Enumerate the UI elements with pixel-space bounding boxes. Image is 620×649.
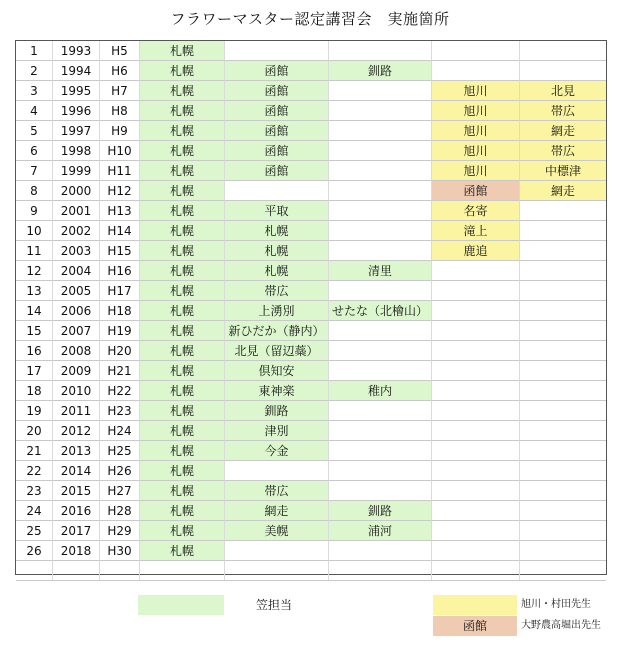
cell-venue-3	[329, 141, 432, 161]
cell-index: 8	[16, 181, 53, 201]
cell-venue-3: 清里	[329, 261, 432, 281]
cell-venue-2: 津別	[225, 421, 329, 441]
cell-venue-3	[329, 461, 432, 481]
cell-venue-3	[329, 281, 432, 301]
cell-index: 26	[16, 541, 53, 561]
cell-index: 6	[16, 141, 53, 161]
cell-venue-5	[520, 61, 606, 81]
cell-era: H7	[100, 81, 140, 101]
cell-venue-5	[520, 241, 606, 261]
cell-venue-1: 札幌	[140, 501, 225, 521]
legend-orange-swatch: 函館	[433, 616, 517, 636]
cell-venue-2: 函館	[225, 81, 329, 101]
cell-venue-1: 札幌	[140, 141, 225, 161]
cell-venue-1: 札幌	[140, 521, 225, 541]
cell-venue-2	[225, 181, 329, 201]
cell-year: 2008	[53, 341, 100, 361]
cell-venue-2: 函館	[225, 161, 329, 181]
cell-venue-4: 旭川	[432, 161, 520, 181]
cell-era: H10	[100, 141, 140, 161]
cell-era: H12	[100, 181, 140, 201]
schedule-table	[15, 40, 607, 575]
cell-venue-2	[225, 541, 329, 561]
cell-venue-3	[329, 561, 432, 581]
cell-era: H20	[100, 341, 140, 361]
cell-venue-4: 滝上	[432, 221, 520, 241]
cell-venue-2: 今金	[225, 441, 329, 461]
cell-venue-5	[520, 501, 606, 521]
cell-venue-4	[432, 261, 520, 281]
cell-year: 2013	[53, 441, 100, 461]
cell-venue-4: 鹿追	[432, 241, 520, 261]
cell-venue-5	[520, 341, 606, 361]
cell-era: H23	[100, 401, 140, 421]
cell-era: H9	[100, 121, 140, 141]
cell-venue-5	[520, 321, 606, 341]
cell-year: 2001	[53, 201, 100, 221]
cell-venue-5	[520, 201, 606, 221]
cell-venue-5	[520, 481, 606, 501]
cell-year: 1998	[53, 141, 100, 161]
cell-index: 24	[16, 501, 53, 521]
cell-venue-5	[520, 541, 606, 561]
cell-venue-4: 名寄	[432, 201, 520, 221]
cell-venue-5	[520, 41, 606, 61]
cell-venue-4	[432, 521, 520, 541]
cell-venue-5	[520, 361, 606, 381]
cell-venue-5: 帯広	[520, 141, 606, 161]
cell-venue-1: 札幌	[140, 221, 225, 241]
cell-venue-1: 札幌	[140, 81, 225, 101]
cell-venue-3	[329, 421, 432, 441]
cell-venue-2: 函館	[225, 61, 329, 81]
legend-green-label: 笠担当	[256, 598, 293, 612]
cell-venue-3	[329, 241, 432, 261]
cell-venue-1: 札幌	[140, 541, 225, 561]
cell-venue-1: 札幌	[140, 261, 225, 281]
cell-venue-5: 網走	[520, 121, 606, 141]
cell-index: 25	[16, 521, 53, 541]
cell-venue-2: 美幌	[225, 521, 329, 541]
cell-venue-2	[225, 461, 329, 481]
cell-venue-2	[225, 561, 329, 581]
cell-venue-2: 北見（留辺蘂）	[225, 341, 329, 361]
cell-index: 12	[16, 261, 53, 281]
cell-index: 3	[16, 81, 53, 101]
cell-venue-4	[432, 461, 520, 481]
cell-venue-1: 札幌	[140, 101, 225, 121]
cell-year: 2010	[53, 381, 100, 401]
cell-venue-2: 倶知安	[225, 361, 329, 381]
cell-venue-1: 札幌	[140, 181, 225, 201]
cell-index: 18	[16, 381, 53, 401]
cell-venue-2: 函館	[225, 141, 329, 161]
cell-venue-4: 函館	[432, 181, 520, 201]
cell-venue-5	[520, 221, 606, 241]
cell-venue-3	[329, 321, 432, 341]
cell-venue-1: 札幌	[140, 41, 225, 61]
cell-venue-4	[432, 381, 520, 401]
cell-venue-5	[520, 521, 606, 541]
cell-venue-1: 札幌	[140, 441, 225, 461]
cell-index: 20	[16, 421, 53, 441]
cell-index: 22	[16, 461, 53, 481]
cell-era: H14	[100, 221, 140, 241]
cell-venue-3	[329, 81, 432, 101]
cell-venue-1: 札幌	[140, 121, 225, 141]
cell-year: 2004	[53, 261, 100, 281]
cell-era: H21	[100, 361, 140, 381]
cell-venue-4	[432, 41, 520, 61]
cell-era: H18	[100, 301, 140, 321]
cell-venue-4: 旭川	[432, 101, 520, 121]
cell-venue-5	[520, 301, 606, 321]
cell-index: 21	[16, 441, 53, 461]
cell-year: 2002	[53, 221, 100, 241]
cell-year	[53, 561, 100, 581]
cell-venue-2: 帯広	[225, 481, 329, 501]
cell-year: 1995	[53, 81, 100, 101]
cell-era: H24	[100, 421, 140, 441]
cell-year: 2003	[53, 241, 100, 261]
cell-venue-2: 札幌	[225, 221, 329, 241]
cell-venue-2: 札幌	[225, 241, 329, 261]
cell-venue-1: 札幌	[140, 401, 225, 421]
cell-year: 2017	[53, 521, 100, 541]
cell-year: 2014	[53, 461, 100, 481]
cell-venue-5: 北見	[520, 81, 606, 101]
cell-venue-1: 札幌	[140, 321, 225, 341]
cell-venue-3: 釧路	[329, 501, 432, 521]
legend-orange-label: 大野農高堀出先生	[521, 620, 601, 631]
cell-year: 2015	[53, 481, 100, 501]
cell-venue-3	[329, 341, 432, 361]
cell-index: 9	[16, 201, 53, 221]
cell-venue-1: 札幌	[140, 61, 225, 81]
cell-venue-4	[432, 341, 520, 361]
cell-venue-2: 網走	[225, 501, 329, 521]
cell-year: 2011	[53, 401, 100, 421]
cell-index: 13	[16, 281, 53, 301]
legend-yellow-swatch	[433, 595, 517, 615]
cell-venue-1: 札幌	[140, 201, 225, 221]
cell-venue-5	[520, 401, 606, 421]
cell-index: 19	[16, 401, 53, 421]
cell-year: 2016	[53, 501, 100, 521]
cell-venue-1: 札幌	[140, 381, 225, 401]
cell-venue-3	[329, 181, 432, 201]
cell-venue-3	[329, 41, 432, 61]
cell-index: 5	[16, 121, 53, 141]
cell-index: 15	[16, 321, 53, 341]
legend-green-swatch	[138, 595, 224, 615]
cell-era: H30	[100, 541, 140, 561]
cell-year: 1997	[53, 121, 100, 141]
cell-venue-3	[329, 401, 432, 421]
cell-year: 2009	[53, 361, 100, 381]
cell-venue-1: 札幌	[140, 241, 225, 261]
cell-venue-5	[520, 261, 606, 281]
cell-venue-1: 札幌	[140, 461, 225, 481]
cell-venue-3: 釧路	[329, 61, 432, 81]
cell-era: H27	[100, 481, 140, 501]
cell-era: H25	[100, 441, 140, 461]
cell-venue-4	[432, 441, 520, 461]
page-title: フラワーマスター認定講習会 実施箇所	[170, 10, 450, 28]
cell-venue-4	[432, 361, 520, 381]
cell-venue-4	[432, 561, 520, 581]
cell-venue-1: 札幌	[140, 301, 225, 321]
cell-index: 4	[16, 101, 53, 121]
cell-year: 1993	[53, 41, 100, 61]
cell-venue-3	[329, 481, 432, 501]
cell-era: H19	[100, 321, 140, 341]
cell-venue-3	[329, 221, 432, 241]
cell-index: 1	[16, 41, 53, 61]
cell-index: 7	[16, 161, 53, 181]
cell-era: H11	[100, 161, 140, 181]
cell-venue-4	[432, 61, 520, 81]
cell-venue-2	[225, 41, 329, 61]
cell-year: 2006	[53, 301, 100, 321]
cell-era: H15	[100, 241, 140, 261]
cell-venue-1: 札幌	[140, 341, 225, 361]
cell-year: 2012	[53, 421, 100, 441]
cell-venue-4: 旭川	[432, 141, 520, 161]
cell-era: H16	[100, 261, 140, 281]
cell-venue-3	[329, 101, 432, 121]
cell-venue-2: 新ひだか（静内）	[225, 321, 329, 341]
cell-index: 10	[16, 221, 53, 241]
cell-venue-4	[432, 421, 520, 441]
cell-venue-1	[140, 561, 225, 581]
cell-venue-4: 旭川	[432, 121, 520, 141]
legend-yellow-label: 旭川・村田先生	[521, 599, 591, 610]
cell-venue-2: 帯広	[225, 281, 329, 301]
cell-venue-3: 浦河	[329, 521, 432, 541]
cell-venue-2: 上湧別	[225, 301, 329, 321]
cell-venue-3: 稚内	[329, 381, 432, 401]
cell-venue-2: 函館	[225, 101, 329, 121]
cell-venue-5: 中標津	[520, 161, 606, 181]
cell-venue-4: 旭川	[432, 81, 520, 101]
cell-venue-1: 札幌	[140, 361, 225, 381]
cell-venue-4	[432, 281, 520, 301]
cell-index: 23	[16, 481, 53, 501]
cell-venue-5	[520, 281, 606, 301]
cell-venue-4	[432, 501, 520, 521]
cell-year: 2018	[53, 541, 100, 561]
cell-venue-1: 札幌	[140, 161, 225, 181]
cell-era: H17	[100, 281, 140, 301]
cell-year: 1996	[53, 101, 100, 121]
cell-index: 14	[16, 301, 53, 321]
cell-venue-2: 函館	[225, 121, 329, 141]
cell-era: H5	[100, 41, 140, 61]
cell-index: 2	[16, 61, 53, 81]
cell-index: 17	[16, 361, 53, 381]
cell-venue-5	[520, 561, 606, 581]
cell-venue-3	[329, 361, 432, 381]
cell-venue-1: 札幌	[140, 421, 225, 441]
cell-venue-4	[432, 321, 520, 341]
cell-index: 16	[16, 341, 53, 361]
cell-venue-4	[432, 481, 520, 501]
cell-venue-3	[329, 121, 432, 141]
cell-era: H28	[100, 501, 140, 521]
cell-venue-5	[520, 461, 606, 481]
cell-venue-4	[432, 541, 520, 561]
cell-venue-3: せたな（北檜山）	[329, 301, 432, 321]
cell-venue-4	[432, 401, 520, 421]
cell-era: H29	[100, 521, 140, 541]
cell-venue-3	[329, 441, 432, 461]
cell-venue-5	[520, 421, 606, 441]
cell-index	[16, 561, 53, 581]
cell-venue-1: 札幌	[140, 281, 225, 301]
cell-year: 1994	[53, 61, 100, 81]
cell-venue-2: 札幌	[225, 261, 329, 281]
cell-venue-5: 帯広	[520, 101, 606, 121]
cell-era: H22	[100, 381, 140, 401]
cell-venue-2: 平取	[225, 201, 329, 221]
cell-venue-4	[432, 301, 520, 321]
cell-venue-5	[520, 381, 606, 401]
cell-era	[100, 561, 140, 581]
cell-venue-2: 東神楽	[225, 381, 329, 401]
cell-era: H6	[100, 61, 140, 81]
cell-venue-3	[329, 201, 432, 221]
cell-venue-3	[329, 161, 432, 181]
cell-venue-3	[329, 541, 432, 561]
cell-venue-5	[520, 441, 606, 461]
cell-index: 11	[16, 241, 53, 261]
cell-year: 1999	[53, 161, 100, 181]
cell-year: 2005	[53, 281, 100, 301]
cell-era: H13	[100, 201, 140, 221]
cell-era: H8	[100, 101, 140, 121]
cell-year: 2000	[53, 181, 100, 201]
cell-venue-1: 札幌	[140, 481, 225, 501]
cell-venue-2: 釧路	[225, 401, 329, 421]
cell-year: 2007	[53, 321, 100, 341]
cell-venue-5: 網走	[520, 181, 606, 201]
cell-era: H26	[100, 461, 140, 481]
